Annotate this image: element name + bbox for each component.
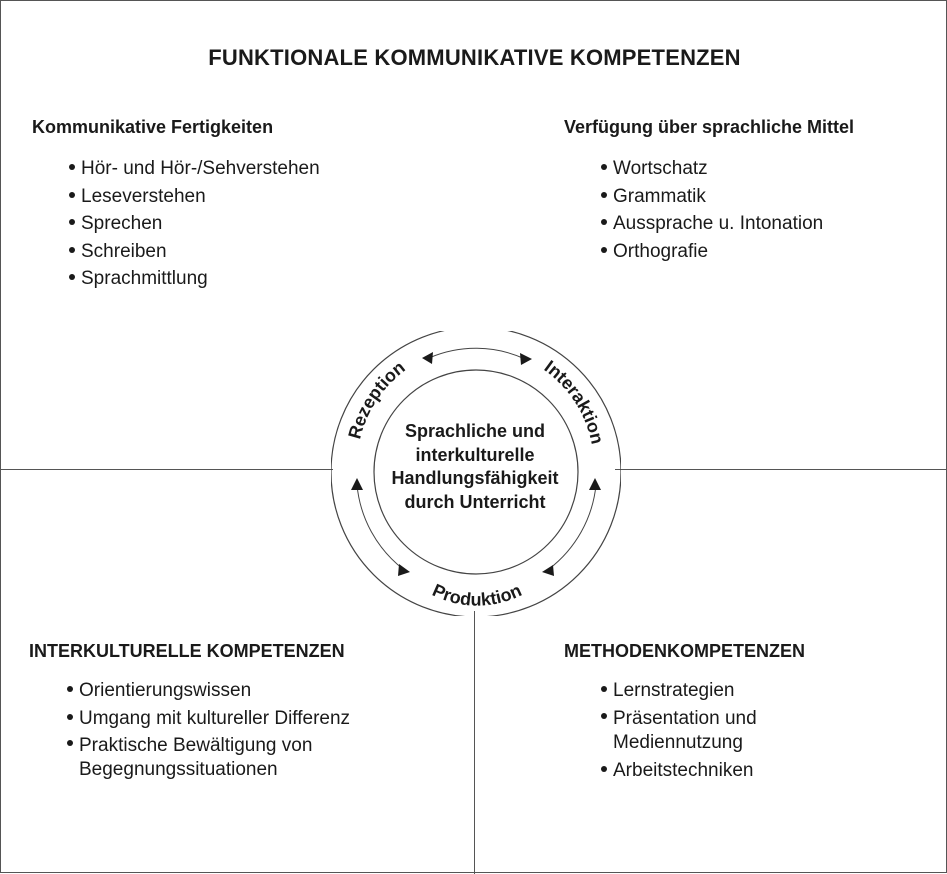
list-item: Arbeitstechniken [599,757,793,785]
page-title: FUNKTIONALE KOMMUNIKATIVE KOMPETENZEN [208,45,741,70]
center-line: Handlungsfähigkeit [391,468,559,488]
arrow-head-icon [542,565,554,576]
arrow-head-icon [422,352,433,364]
center-line: durch Unterricht [404,491,546,512]
list-sprachliche-mittel [599,155,823,265]
ring-label-interaktion: Interaktion [540,356,608,446]
list-item: Grammatik [599,183,823,211]
list-item: Aussprache u. Intonation [599,210,823,238]
list-item: Sprachmittlung [67,265,320,293]
list-item: Präsentation und Mediennutzung [599,705,793,757]
list-kommunikative-fertigkeiten [67,155,320,293]
heading-kommunikative-fertigkeiten: Kommunikative Fertigkeiten [32,117,274,137]
heading-sprachliche-mittel: Verfügung über sprachliche Mittel [564,117,855,137]
heading-methodenkompetenzen: METHODENKOMPETENZEN [564,641,806,661]
heading-interkulturelle-kompetenzen: INTERKULTURELLE KOMPETENZEN [29,641,345,661]
list-item: Hör- und Hör-/Sehverstehen [67,155,320,183]
list-item: Wortschatz [599,155,823,183]
list-item: Leseverstehen [67,183,320,211]
list-item: Praktische Bewältigung von Begegnungssituationen [65,732,359,784]
ring-label-rezeption: Rezeption [344,357,409,442]
center-line: Sprachliche und [404,421,546,441]
list-item: Orientierungswissen [65,677,359,705]
list-item: Lernstrategien [599,677,793,705]
arc-top [429,348,525,359]
divider-bottom [474,611,475,874]
list-interkulturelle-kompetenzen [65,677,359,784]
center-title [375,420,575,514]
list-methodenkompetenzen [599,677,793,784]
center-line: interkulturelle [415,444,535,465]
divider-left [1,469,333,470]
list-item: Schreiben [67,238,320,266]
arrow-head-icon [520,353,532,365]
divider-right [615,469,947,470]
list-item: Sprechen [67,210,320,238]
list-item: Umgang mit kultureller Differenz [65,705,359,733]
ring-label-produktion: Produktion [429,580,525,610]
arrow-head-icon [398,564,410,576]
list-item: Orthografie [599,238,823,266]
arrow-head-icon [351,478,363,490]
arrow-head-icon [589,478,601,490]
